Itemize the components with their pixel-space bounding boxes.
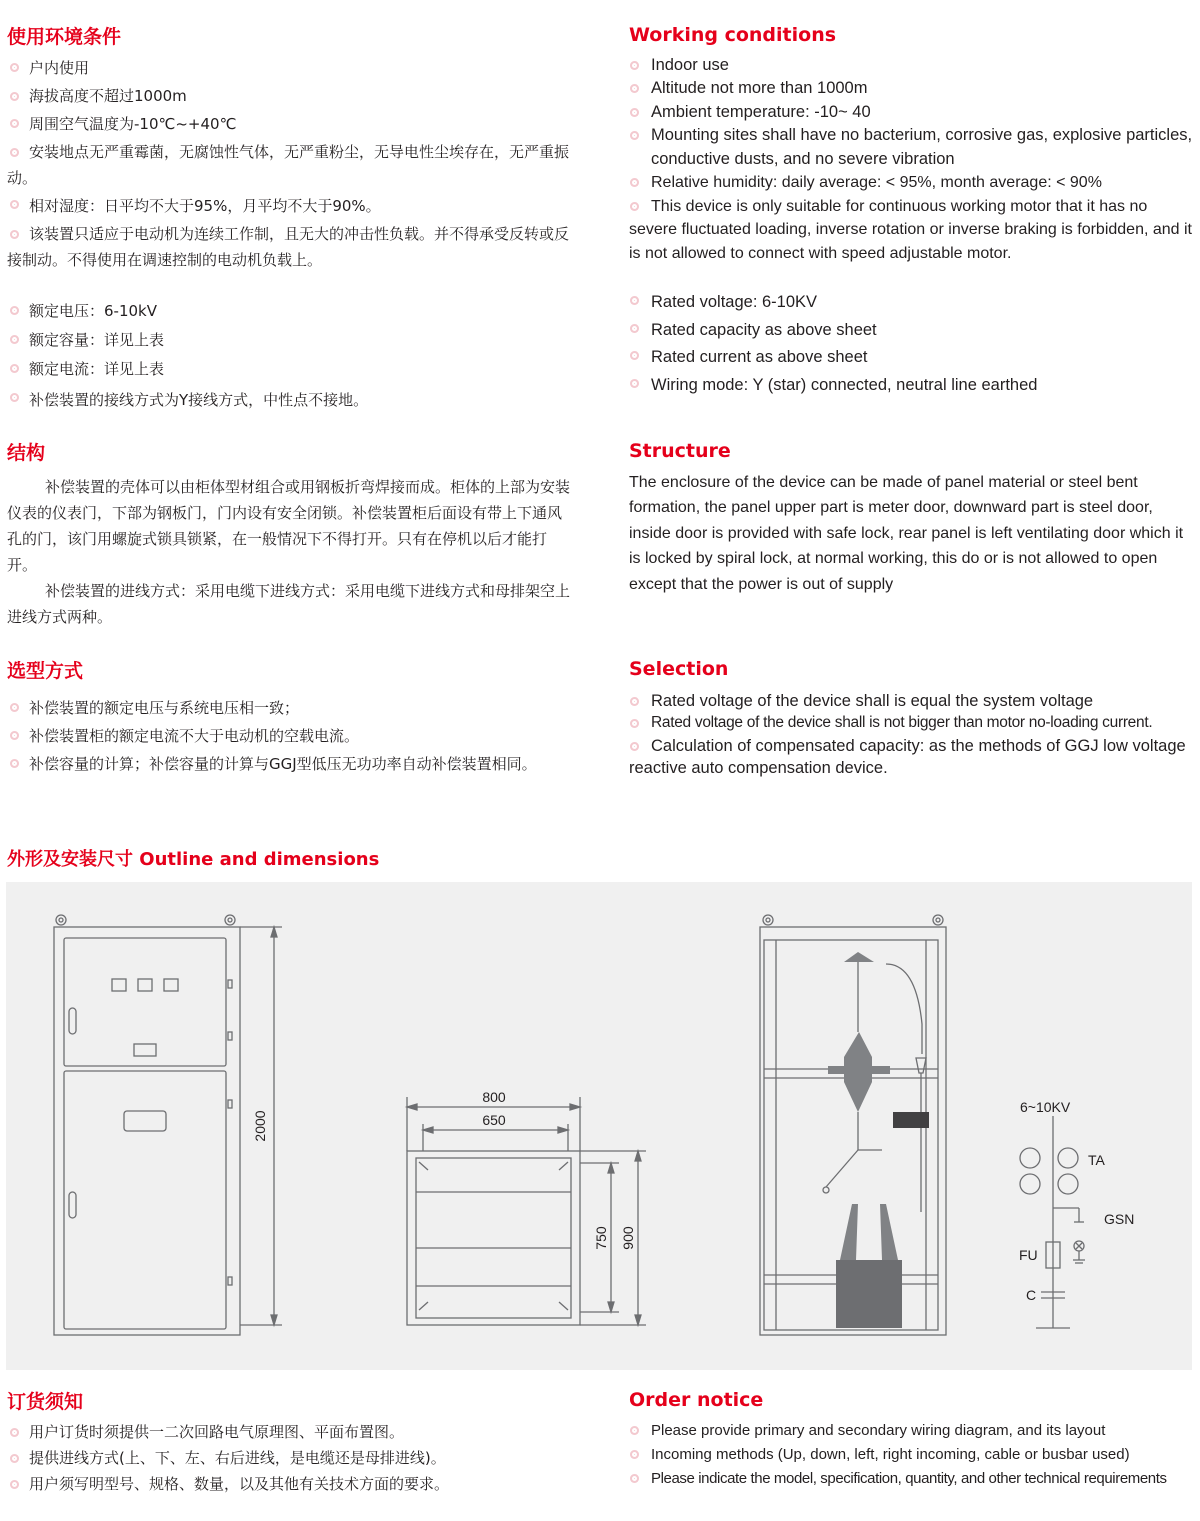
list-item: Incoming methods (Up, down, left, right incoming, cable or busbar used) bbox=[629, 1443, 1195, 1467]
cn-order-title: 订货须知 bbox=[7, 1391, 84, 1413]
cn-working-title: 使用环境条件 bbox=[7, 26, 122, 48]
en-selection bbox=[629, 658, 1199, 780]
en-order-title: Order notice bbox=[629, 1389, 764, 1411]
width-outer-label: 800 bbox=[482, 1089, 506, 1105]
en-structure bbox=[629, 440, 1195, 597]
outline-title: 外形及安装尺寸 Outline and dimensions bbox=[7, 849, 380, 870]
width-inner-label: 650 bbox=[482, 1112, 506, 1128]
cn-structure-title: 结构 bbox=[7, 442, 46, 464]
list-item: Rated current as above sheet bbox=[629, 344, 1195, 372]
en-column bbox=[629, 24, 1195, 399]
cn-column bbox=[7, 24, 572, 416]
ta-label: TA bbox=[1088, 1152, 1105, 1168]
list-item: Mounting sites shall have no bacterium, corrosive gas, explosive particles, conductive dusts, and no severe vibration bbox=[629, 124, 1195, 171]
list-item: Wiring mode: Y (star) connected, neutral line earthed bbox=[629, 372, 1195, 400]
list-item: Ambient temperature: -10~ 40 bbox=[629, 101, 1195, 125]
list-item: 额定电流：详见上表 bbox=[7, 355, 572, 384]
front-view bbox=[54, 915, 282, 1335]
list-item: Rated voltage: 6-10KV bbox=[629, 289, 1195, 317]
c-label: C bbox=[1026, 1287, 1037, 1303]
fu-label: FU bbox=[1019, 1247, 1038, 1263]
cn-selection-title: 选型方式 bbox=[7, 660, 84, 682]
paragraph: The enclosure of the device can be made of panel material or steel bent formation, the panel upper part is meter door, downward part is steel door, inside door is provided with safe lock, rear panel is left ventilating door which it is locked by spiral lock, at normal working, this do or is not allowed to open except that the power is out of supply bbox=[629, 473, 1184, 593]
paragraph: 补偿装置的壳体可以由柜体型材组合或用钢板折弯焊接而成。柜体的上部为安装仪表的仪表门，下部为钢板门，门内设有安全闭锁。补偿装置柜后面设有带上下通风孔的门，该门用螺旋式锁具锁紧，在一般情况下不得打开。只有在停机以后才能打开。 bbox=[7, 478, 571, 574]
list-item: 用户须写明型号、规格、数量，以及其他有关技术方面的要求。 bbox=[7, 1471, 587, 1497]
list-item: 额定容量：详见上表 bbox=[7, 326, 572, 355]
list-item: Relative humidity: daily average: < 95%, month average: < 90% bbox=[629, 171, 1195, 195]
cn-order bbox=[7, 1389, 587, 1497]
list-item: Rated voltage of the device shall is not bigger than motor no-loading current. bbox=[629, 712, 1199, 735]
list-item: Rated capacity as above sheet bbox=[629, 317, 1195, 345]
list-item: This device is only suitable for continuous working motor that it has no severe fluctuated loading, inverse rotation or inverse braking is forbidden, and it is not allowed to connect with speed adjustable motor. bbox=[629, 195, 1195, 266]
list-item: Please provide primary and secondary wiring diagram, and its layout bbox=[629, 1419, 1195, 1443]
en-working-title: Working conditions bbox=[629, 24, 837, 46]
list-item: Please indicate the model, specification, quantity, and other technical requirements bbox=[629, 1467, 1195, 1491]
en-selection-title: Selection bbox=[629, 658, 729, 680]
en-structure-title: Structure bbox=[629, 440, 731, 462]
list-item: Altitude not more than 1000m bbox=[629, 77, 1195, 101]
voltage-label: 6~10KV bbox=[1020, 1099, 1071, 1115]
gsn-label: GSN bbox=[1104, 1211, 1135, 1227]
list-item: 相对湿度：日平均不大于95%，月平均不大于90%。 bbox=[7, 191, 572, 221]
list-item: 补偿容量的计算；补偿容量的计算与GGJ型低压无功功率自动补偿装置相同。 bbox=[7, 750, 572, 778]
list-item: 周围空气温度为-10℃~+40℃ bbox=[7, 110, 572, 139]
list-item: 该装置只适应于电动机为连续工作制，且无大的冲击性负载。并不得承受反转或反接制动。不得使用在调速控制的电动机负载上。 bbox=[7, 221, 572, 273]
paragraph: 补偿装置的进线方式：采用电缆下进线方式：采用电缆下进线方式和母排架空上进线方式两种。 bbox=[7, 582, 571, 626]
cn-selection bbox=[7, 658, 572, 778]
list-item: 补偿装置柜的额定电流不大于电动机的空载电流。 bbox=[7, 722, 572, 750]
depth-inner-label: 750 bbox=[593, 1226, 609, 1250]
list-item: 额定电压：6-10kV bbox=[7, 297, 572, 326]
list-item: Indoor use bbox=[629, 54, 1195, 78]
list-item: Rated voltage of the device shall is equal the system voltage bbox=[629, 690, 1199, 713]
outline-drawing bbox=[6, 882, 1192, 1370]
height-label: 2000 bbox=[252, 1110, 268, 1142]
side-view bbox=[760, 915, 946, 1335]
list-item: 海拔高度不超过1000m bbox=[7, 83, 572, 110]
list-item: 安装地点无严重霉菌，无腐蚀性气体，无严重粉尘，无导电性尘埃存在，无严重振动。 bbox=[7, 139, 572, 191]
depth-outer-label: 900 bbox=[620, 1226, 636, 1250]
list-item: 补偿装置的额定电压与系统电压相一致； bbox=[7, 694, 572, 722]
list-item: 提供进线方式(上、下、左、右后进线，是电缆还是母排进线)。 bbox=[7, 1445, 587, 1471]
cn-structure bbox=[7, 440, 572, 630]
list-item: 补偿装置的接线方式为Y接线方式，中性点不接地。 bbox=[7, 384, 572, 416]
plan-view bbox=[407, 1097, 646, 1325]
drawing-panel bbox=[6, 882, 1192, 1370]
list-item: Calculation of compensated capacity: as the methods of GGJ low voltage reactive auto compensation device. bbox=[629, 735, 1199, 780]
en-order bbox=[629, 1389, 1195, 1491]
list-item: 用户订货时须提供一二次回路电气原理图、平面布置图。 bbox=[7, 1419, 587, 1445]
list-item: 户内使用 bbox=[7, 54, 572, 83]
